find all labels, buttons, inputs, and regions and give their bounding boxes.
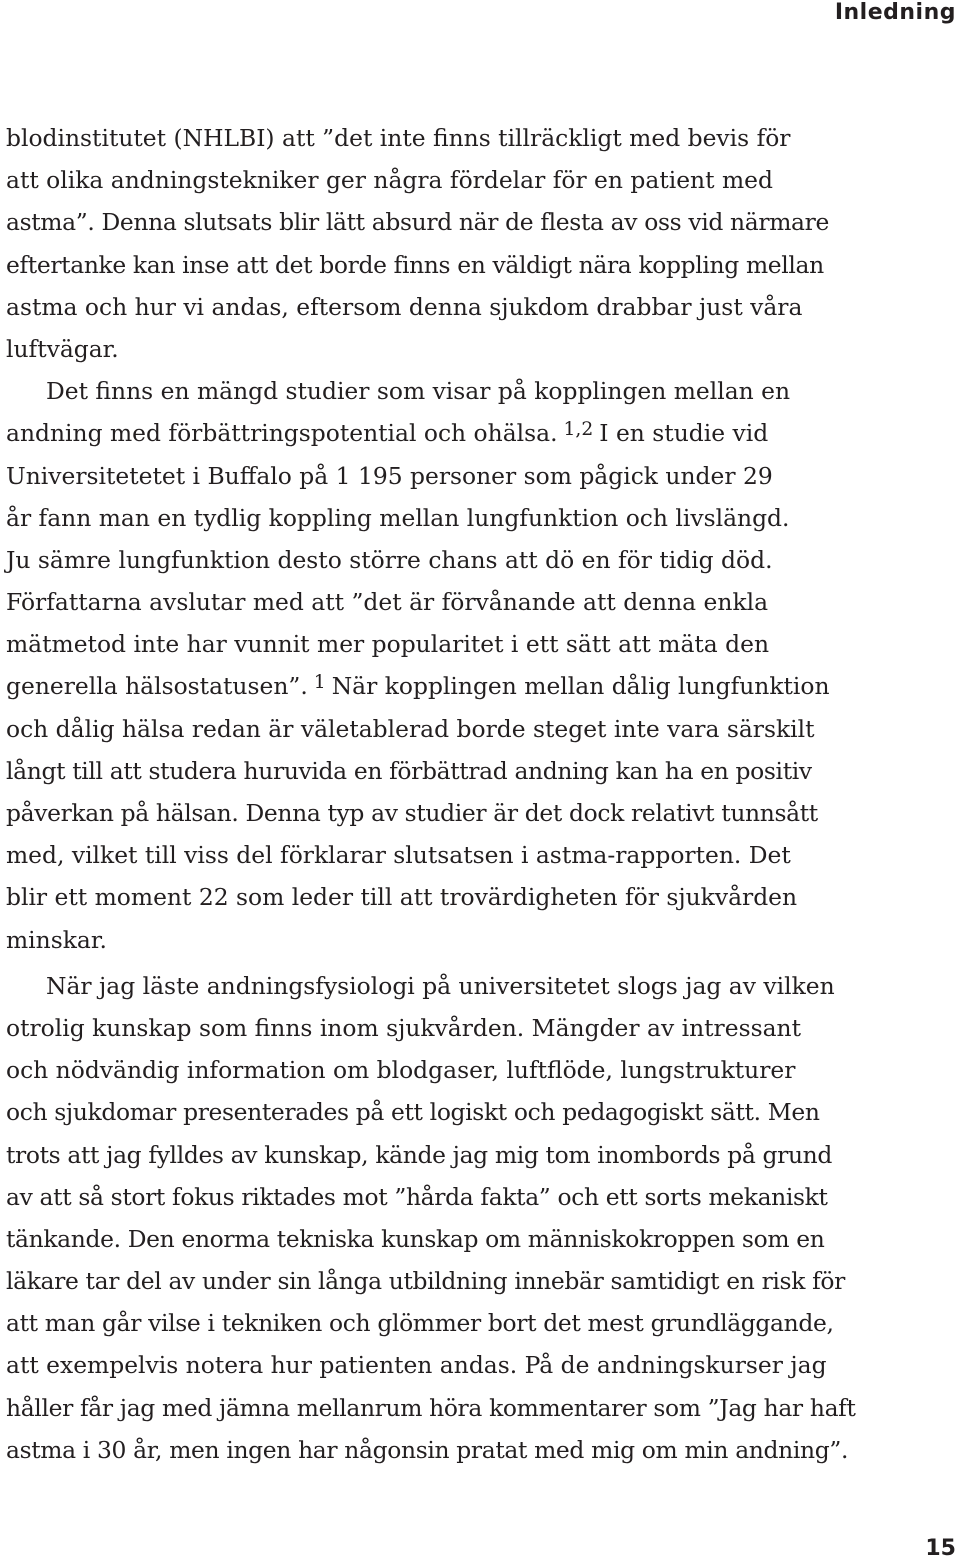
text-line: eftertanke kan inse att det borde finns en väldigt nära koppling mellan	[6, 250, 824, 279]
text-line: blodinstitutet (NHLBI) att ”det inte finns tillräckligt med bevis för	[6, 124, 791, 152]
text-line: att olika andningstekniker ger några fördelar för en patient med	[6, 166, 773, 195]
text-line: astma och hur vi andas, eftersom denna sjukdom drabbar just våra	[6, 292, 803, 321]
text-segment: När kopplingen mellan dålig lungfunktion	[331, 672, 830, 701]
text-line: minskar.	[6, 925, 107, 954]
running-head-title: Inledning	[834, 0, 956, 25]
body-text	[6, 117, 954, 1471]
text-line: trots att jag fylldes av kunskap, kände jag mig tom inombords på grund	[6, 1140, 833, 1169]
text-line: år fann man en tydlig koppling mellan lungfunktion och livslängd.	[6, 503, 790, 532]
text-line: otrolig kunskap som finns inom sjukvården. Mängder av intressant	[6, 1013, 801, 1042]
paragraph-2	[6, 370, 954, 961]
text-line: långt till att studera huruvida en förbättrad andning kan ha en positiv	[6, 756, 812, 785]
text-line: Författarna avslutar med att ”det är förvånande att denna enkla	[6, 588, 769, 617]
text-line: och sjukdomar presenterades på ett logiskt och pedagogiskt sätt. Men	[6, 1098, 820, 1127]
text-line: Ju sämre lungfunktion desto större chans att dö en för tidig död.	[6, 545, 773, 574]
paragraph-1	[6, 117, 954, 370]
text-line: med, vilket till viss del förklarar slutsatsen i astma-rapporten. Det	[6, 841, 791, 870]
page-number: 15	[925, 1536, 956, 1561]
text-line: blir ett moment 22 som leder till att trovärdigheten för sjukvården	[6, 883, 798, 912]
text-line: astma”. Denna slutsats blir lätt absurd när de flesta av oss vid närmare	[6, 208, 829, 237]
text-line: tänkande. Den enorma tekniska kunskap om människokroppen som en	[6, 1224, 825, 1253]
text-segment: generella hälsostatusen”.	[6, 672, 308, 701]
text-line: påverkan på hälsan. Denna typ av studier är det dock relativt tunnsått	[6, 799, 818, 827]
text-line: och nödvändig information om blodgaser, luftflöde, lungstrukturer	[6, 1056, 796, 1085]
text-line: mätmetod inte har vunnit mer popularitet i ett sätt att mäta den	[6, 630, 770, 659]
text-line: astma i 30 år, men ingen har någonsin pratat med mig om min andning”.	[6, 1435, 849, 1464]
text-line	[6, 412, 954, 454]
text-line: och dålig hälsa redan är väletablerad borde steget inte vara särskilt	[6, 714, 815, 743]
footnote-reference: 1,2	[563, 418, 594, 440]
text-line: håller får jag med jämna mellanrum höra kommentarer som ”Jag har haft	[6, 1393, 856, 1422]
footnote-reference: 1	[313, 671, 326, 693]
text-line: Det finns en mängd studier som visar på kopplingen mellan en	[46, 377, 791, 406]
text-segment: andning med förbättringspotential och ohälsa.	[6, 419, 558, 448]
text-line: att exempelvis notera hur patienten andas. På de andningskurser jag	[6, 1351, 827, 1380]
text-line: av att så stort fokus riktades mot ”hårda fakta” och ett sorts mekaniskt	[6, 1182, 828, 1211]
text-line: läkare tar del av under sin långa utbildning innebär samtidigt en risk för	[6, 1267, 845, 1296]
text-segment: I en studie vid	[599, 419, 769, 448]
text-line: När jag läste andningsfysiologi på universitetet slogs jag av vilken	[46, 971, 835, 1000]
text-line: Universitetetet i Buffalo på 1 195 personer som pågick under 29	[6, 461, 773, 490]
text-line: att man går vilse i tekniken och glömmer bort det mest grundläggande,	[6, 1309, 834, 1338]
text-line	[6, 665, 954, 707]
text-line: luftvägar.	[6, 334, 119, 363]
paragraph-3	[6, 965, 954, 1471]
